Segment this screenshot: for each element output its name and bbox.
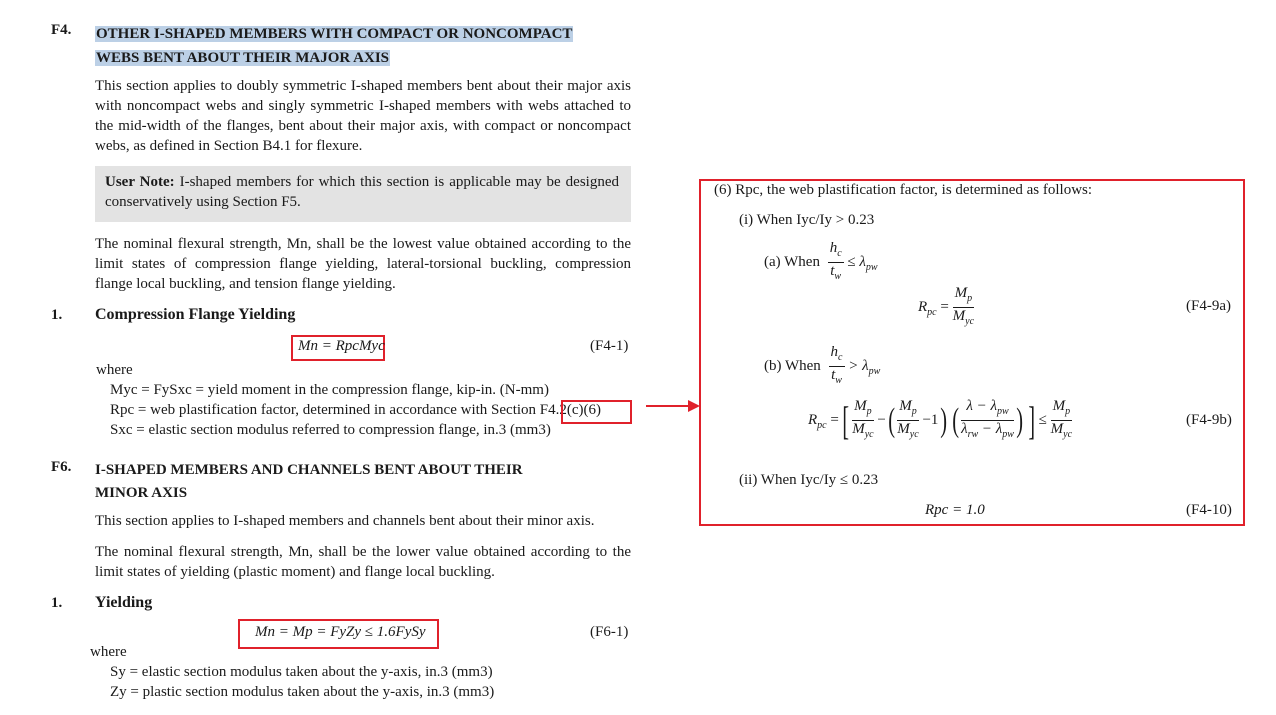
- section-f6-intro: This section applies to I-shaped members and channels bent about their minor axis.: [95, 513, 595, 529]
- section-ref-highlight-box: [561, 400, 632, 424]
- callout-case-a-label: (a) When: [764, 253, 820, 270]
- eq-f6-1: Mn = Mp = FyZy ≤ 1.6FySy: [255, 624, 426, 640]
- lambda-pw-condition-b: > $\lambda_{pw}$: [848, 357, 881, 377]
- eq-f4-9a-number: (F4-9a): [1186, 298, 1231, 314]
- callout-heading: (6) Rpc, the web plastification factor, is determined as follows:: [714, 182, 1093, 198]
- eq-f4-1-number: (F4-1): [590, 338, 629, 354]
- section-f4-number: F4.: [51, 22, 72, 38]
- f6-def-zy: Zy = plastic section modulus taken about the y-axis, in.3 (mm3): [110, 684, 495, 700]
- user-note-text: I-shaped members for which this section is applicable may be designed conservatively using Section F5.: [105, 174, 619, 210]
- f6-sub1-title: Yielding: [95, 594, 153, 611]
- hc-over-tw-fraction-a: $\frac{h_c}{t_w}$: [829, 240, 842, 282]
- eq-f4-10-number: (F4-10): [1186, 502, 1232, 518]
- eq-f6-1-number: (F6-1): [590, 624, 629, 640]
- section-f4-nominal: The nominal flexural strength, Mn, shall be the lowest value obtained according to the limit states of compression flange yielding, lateral-torsional buckling, compression flange local buckling, and tension flange yielding.: [95, 236, 631, 292]
- section-f6-number: F6.: [51, 459, 72, 475]
- f4-def-myc: Myc = FySxc = yield moment in the compression flange, kip-in. (N-mm): [110, 382, 549, 398]
- callout-case-b-label: (b) When: [764, 357, 821, 374]
- callout-case-b: [764, 344, 880, 389]
- mp-over-myc-fraction: $\frac{M_p}{M_{yc}}$: [952, 285, 975, 327]
- f6-def-sy: Sy = elastic section modulus taken about the y-axis, in.3 (mm3): [110, 664, 493, 680]
- section-f4-title-line1: OTHER I-SHAPED MEMBERS WITH COMPACT OR NONCOMPACT: [96, 26, 573, 42]
- eq-f4-10: Rpc = 1.0: [925, 502, 985, 518]
- hc-over-tw-fraction-b: $\frac{h_c}{t_w}$: [830, 344, 843, 386]
- f4-def-sxc: Sxc = elastic section modulus referred to compression flange, in.3 (mm3): [110, 422, 551, 438]
- f4-sub1-title: Compression Flange Yielding: [95, 306, 296, 323]
- f4-def-rpc-text: Rpc = web plastification factor, determined in accordance with Section: [110, 402, 540, 418]
- eq-f4-9b-number: (F4-9b): [1186, 412, 1232, 428]
- user-note-label: User Note:: [105, 174, 175, 190]
- callout-arrow: [644, 396, 702, 416]
- section-f6-nominal: The nominal flexural strength, Mn, shall be the lower value obtained according to the limit states of yielding (plastic moment) and flange local buckling.: [95, 544, 631, 580]
- f6-sub1-number: 1.: [51, 595, 63, 611]
- section-f4-title: [95, 22, 573, 70]
- f6-where: where: [90, 644, 127, 660]
- section-f6-title: [95, 459, 523, 505]
- f4-sub1-number: 1.: [51, 307, 63, 323]
- lambda-pw-condition-a: ≤ $\lambda_{pw}$: [847, 253, 878, 273]
- callout-case-i: (i) When Iyc/Iy > 0.23: [739, 212, 875, 228]
- f4-def-rpc: [110, 402, 601, 419]
- section-f4-intro: This section applies to doubly symmetric I-shaped members bent about their major axis with noncompact webs and singly symmetric I-shaped members with webs attached to the mid-width of the flanges, bent about their major axis, with compact or noncompact webs, as defined in Section B4.1 for flexure.: [95, 78, 631, 154]
- eq-f4-9b: $R_{pc}$ =[ $\frac{M_p}{M_{yc}}$ −( $\frac{M_p}{M_{yc}}$ −1) ( $\frac{\lambda - \lambda_{pw}}{\lambda_{rw} - \lambda_{pw}}$ ) ] ≤ $\frac{M_p}{M_{yc}}$: [808, 397, 1073, 443]
- section-f6-title-line2: MINOR AXIS: [95, 485, 188, 501]
- callout-case-ii: (ii) When Iyc/Iy ≤ 0.23: [739, 472, 879, 488]
- eq-f4-9a: $R_{pc}$ = $\frac{M_p}{M_{yc}}$: [918, 285, 974, 330]
- user-note: [105, 172, 619, 212]
- f4-where: where: [96, 362, 133, 378]
- user-note-box: [95, 166, 631, 222]
- section-f6-title-line1: I-SHAPED MEMBERS AND CHANNELS BENT ABOUT THEIR: [95, 462, 523, 478]
- callout-case-a: [764, 240, 878, 285]
- f4-def-rpc-ref[interactable]: F4.2(c)(6): [539, 402, 602, 418]
- eq-f4-1: Mn = RpcMyc: [298, 338, 385, 354]
- section-f4-title-line2: WEBS BENT ABOUT THEIR MAJOR AXIS: [96, 50, 390, 66]
